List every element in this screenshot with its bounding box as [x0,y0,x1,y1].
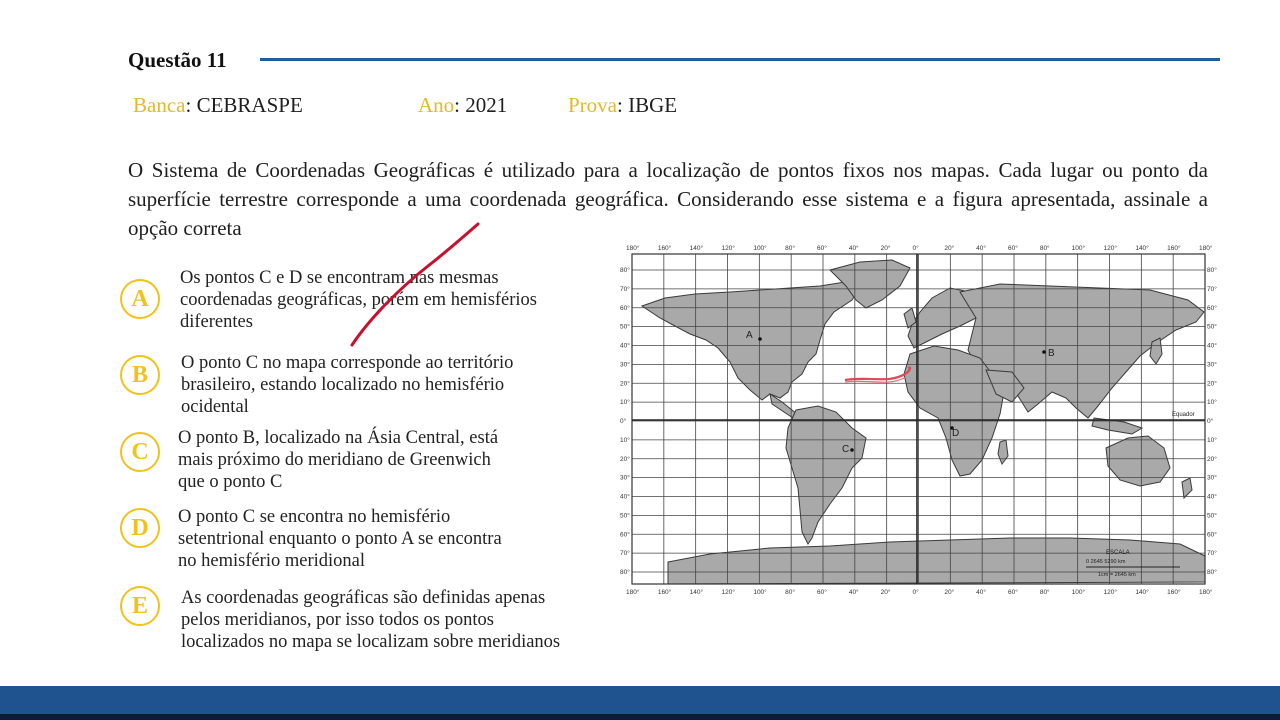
ano-label: Ano [418,93,455,117]
option-c-text[interactable]: O ponto B, localizado na Ásia Central, está mais próximo do meridiano de Greenwich que o ponto C [178,428,499,492]
latitude-label-right: 20° [1207,455,1217,463]
longitude-label-bottom: 140° [689,589,704,596]
latitude-label-right: 40° [1207,342,1217,350]
point-d-label: D [952,428,960,439]
latitude-label-right: 70° [1207,550,1217,558]
option-e-button[interactable]: E [120,586,160,626]
longitude-label-top: 100° [1071,245,1086,252]
longitude-label-bottom: 60° [1008,589,1018,596]
question-statement: O Sistema de Coordenadas Geográficas é utilizado para a localização de pontos fixos nos mapas. Cada lugar ou ponto da superfície terrestre corresponde a uma coordenada geográfica. Considerando esse sistema e a figura apresentada, assinale a opção correta [128,158,1208,240]
longitude-label-bottom: 80° [1039,589,1050,596]
longitude-label-bottom: 20° [880,589,891,596]
latitude-label-right: 80° [1207,569,1217,576]
footer-bar [0,686,1280,720]
point-b-label: B [1048,348,1055,359]
latitude-label-left: 60° [620,304,630,312]
option-d-button[interactable]: D [120,508,160,548]
latitude-label-left: 0° [620,418,627,425]
latitude-label-left: 10° [620,436,630,444]
longitude-label-top: 40° [848,245,859,252]
banca-field [133,93,303,118]
banca-value: : CEBRASPE [185,93,303,117]
longitude-label-top: 60° [817,245,827,252]
latitude-label-right: 50° [1207,512,1217,520]
point-b-marker [1042,350,1046,354]
latitude-label-right: 60° [1207,531,1217,539]
latitude-label-left: 50° [620,512,630,520]
option-a-text[interactable]: Os pontos C e D se encontram nas mesmas coordenadas geográficas, porém em hemisférios diferentes [180,268,538,332]
point-c-marker [850,448,854,452]
longitude-label-bottom: 180° [626,589,640,596]
point-c-label: C [842,444,850,455]
prova-field [568,93,677,118]
scale-values: 0 2645 5290 km [1086,559,1126,565]
latitude-label-right: 40° [1207,493,1217,501]
banca-label: Banca [133,93,186,117]
latitude-label-left: 80° [620,267,630,274]
latitude-label-left: 10° [620,399,630,407]
longitude-label-top: 140° [1135,245,1149,252]
latitude-label-left: 70° [620,550,630,558]
world-map [620,242,1215,598]
longitude-label-top: 80° [1039,245,1050,252]
latitude-label-left: 80° [620,569,630,576]
option-b-text[interactable]: O ponto C no mapa corresponde ao território brasileiro, estando localizado no hemisfério ocidental [181,353,514,417]
longitude-label-top: 80° [785,245,796,252]
longitude-label-top: 140° [689,245,704,252]
latitude-label-right: 30° [1207,474,1217,482]
latitude-label-left: 30° [620,361,630,369]
longitude-label-top: 120° [721,245,735,252]
longitude-label-top: 20° [944,245,955,252]
equator-label: Equador [1172,412,1195,418]
longitude-label-bottom: 80° [785,589,796,596]
point-a-label: A [746,330,753,341]
prova-label: Prova [568,93,617,117]
latitude-label-left: 40° [620,342,630,350]
longitude-label-bottom: 100° [1071,589,1086,596]
longitude-label-top: 100° [753,245,767,252]
title-divider [260,58,1220,61]
longitude-label-bottom: 20° [944,589,955,596]
option-e-text[interactable]: As coordenadas geográficas são definidas apenas pelos meridianos, por isso todos os pontos localizados no mapa se localizam sobre meridianos [181,588,561,652]
longitude-label-top: 120° [1103,245,1117,252]
latitude-label-left: 40° [620,493,630,501]
longitude-label-bottom: 140° [1135,589,1149,596]
longitude-label-top: 160° [1167,245,1181,252]
longitude-label-bottom: 180° [1199,589,1213,596]
longitude-label-bottom: 160° [1167,589,1181,596]
latitude-label-right: 60° [1207,304,1217,312]
longitude-label-top: 180° [626,245,640,252]
world-map-figure [620,242,1215,598]
latitude-label-right: 70° [1207,285,1217,293]
longitude-label-bottom: 120° [1103,589,1117,596]
option-d-text[interactable]: O ponto C se encontra no hemisfério setentrional enquanto o ponto A se encontra no hemisfério meridional [178,507,502,571]
longitude-label-bottom: 40° [976,589,987,596]
longitude-label-top: 40° [976,245,987,252]
latitude-label-left: 20° [620,380,630,388]
prova-value: : IBGE [617,93,678,117]
option-a-button[interactable]: A [120,279,160,319]
latitude-label-right: 50° [1207,323,1217,331]
latitude-label-left: 20° [620,455,630,463]
footer-bar-shadow [0,714,1280,720]
longitude-label-top: 160° [657,245,672,252]
longitude-label-bottom: 0° [912,589,919,596]
question-title: Questão 11 [128,48,227,72]
scale-title: ESCALA [1106,550,1130,556]
latitude-label-left: 70° [620,285,630,293]
option-b-button[interactable]: B [120,355,160,395]
option-c-button[interactable]: C [120,432,160,472]
latitude-label-right: 0° [1207,418,1214,425]
longitude-label-top: 0° [912,245,919,252]
ano-value: : 2021 [454,93,508,117]
latitude-label-left: 50° [620,323,630,331]
latitude-label-left: 30° [620,474,630,482]
longitude-label-bottom: 160° [657,589,672,596]
longitude-label-bottom: 60° [817,589,827,596]
latitude-label-left: 60° [620,531,630,539]
point-a-marker [758,337,762,341]
latitude-label-right: 10° [1207,399,1217,407]
longitude-label-bottom: 120° [721,589,735,596]
ano-field [418,93,507,118]
longitude-label-top: 60° [1008,245,1018,252]
latitude-label-right: 80° [1207,267,1217,274]
latitude-label-right: 20° [1207,380,1217,388]
longitude-label-bottom: 100° [753,589,767,596]
longitude-label-bottom: 40° [848,589,859,596]
longitude-label-top: 180° [1199,245,1213,252]
latitude-label-right: 10° [1207,436,1217,444]
longitude-label-top: 20° [880,245,891,252]
scale-ratio: 1cm = 2645 km [1098,572,1136,578]
latitude-label-right: 30° [1207,361,1217,369]
